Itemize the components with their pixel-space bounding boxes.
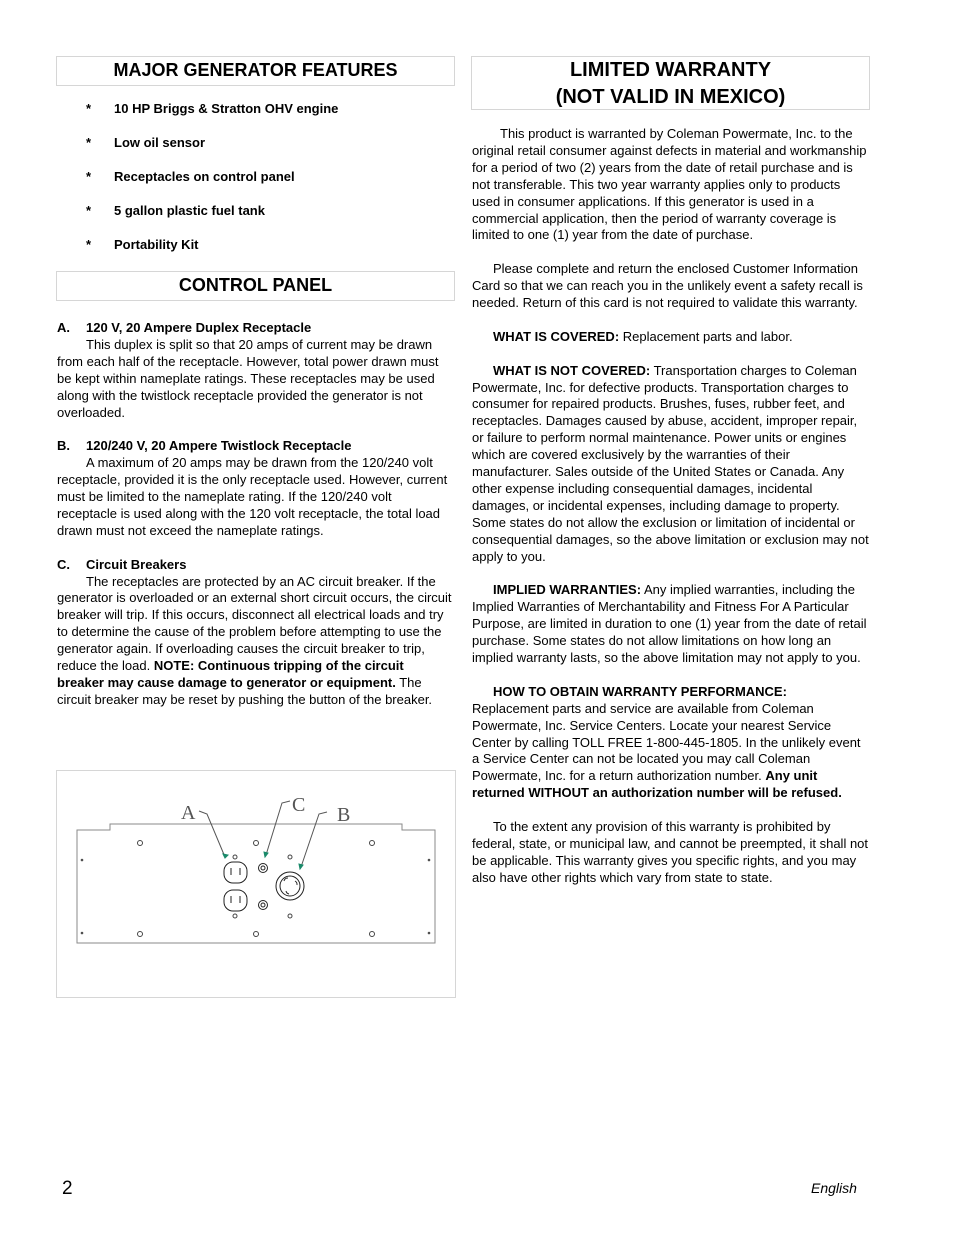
control-panel-heading: CONTROL PANEL xyxy=(56,271,455,301)
section-a-body: This duplex is split so that 20 amps of current may be drawn from each half of the receptacle. However, total power drawn must be kept within nameplate ratings. These receptacles may be used along with the twistlock receptacle provided the generator is not overloaded. xyxy=(57,336,439,420)
control-panel-diagram xyxy=(56,770,456,998)
warranty-last: To the extent any provision of this warranty is prohibited by federal, state, or municipal law, and cannot be preempted, it shall not be applicable. This warranty gives you specific rights, and you may also have other rights which vary from state to state. xyxy=(472,819,869,885)
section-c-body: The receptacles are protected by an AC circuit breaker. If the generator is overloaded or an external short circuit occurs, the circuit breaker will trip. If this occurs, disconnect all electrical loads and try to determine the cause of the problem before attempting to use the generator again. If overloading causes the circuit breaker to trip, reduce the load. NOTE: Continuous tripping of the circuit breaker may cause damage to generator or equipment. The circuit breaker may be reset by pushing the button of the breaker. xyxy=(57,573,452,707)
section-b-title: B. 120/240 V, 20 Ampere Twistlock Receptacle xyxy=(57,438,352,454)
list-item: * 5 gallon plastic fuel tank xyxy=(86,202,338,236)
list-item: * Receptacles on control panel xyxy=(86,168,338,202)
features-heading: MAJOR GENERATOR FEATURES xyxy=(56,56,455,86)
warranty-covered: WHAT IS COVERED: Replacement parts and labor. xyxy=(493,328,793,344)
section-c-title: C. Circuit Breakers xyxy=(57,556,187,572)
bullet: * xyxy=(86,203,92,218)
page-number: 2 xyxy=(62,1178,73,1199)
label-a: A xyxy=(181,802,196,824)
list-item: * Portability Kit xyxy=(86,236,338,270)
section-b-body: A maximum of 20 amps may be drawn from the 120/240 volt receptacle, provided it is the only receptacle used. However, current must be limited to the nameplate rating. If the 120/240 volt receptacle is used along with the 120 volt receptacle, the total load drawn must not exceed the nameplate ratings. xyxy=(57,455,448,538)
bullet: * xyxy=(86,237,92,252)
list-item: * Low oil sensor xyxy=(86,134,338,168)
warranty-not-covered: WHAT IS NOT COVERED: Transportation charges to Coleman Powermate, Inc. for defective products. Transportation charges to consumer for repaired products. Brushes, fuses, rubber feet, and receptacles. Damages caused by abuse, accident, improper repair, or failure to perform normal maintenance. Power units or engines which are covered exclusively by the warranties of their manufacturer. Sales outside of the United States or Canada. Any other expense including consequential damages, incidental damages, or incidental expenses, including damage to property. Some states do not allow the exclusion or limitation of incidental or consequential damages, so the above limitation or exclusion may not apply to you. xyxy=(472,362,869,564)
control-panel-drawing xyxy=(57,771,455,997)
bullet: * xyxy=(86,169,92,184)
warranty-p1: This product is warranted by Coleman Powermate, Inc. to the original retail consumer against defects in material and workmanship for a period of two (2) years from the date of retail purchase and is not transferable. This two year warranty applies only to products used in consumer applications. If this generator is used in a commercial application, then the period of warranty coverage is limited to one (1) year from the date of purchase. xyxy=(472,126,867,243)
label-c: C xyxy=(292,794,306,816)
warranty-text xyxy=(472,126,870,887)
bullet: * xyxy=(86,135,92,150)
warranty-implied: IMPLIED WARRANTIES: Any implied warranties, including the Implied Warranties of Merchantability and Fitness For A Particular Purpose, are limited in duration to one (1) year from the date of retail purchase. Some states do not allow limitations on how long an implied warranty lasts, so the above limitation may not apply to you. xyxy=(472,582,867,666)
language-label: English xyxy=(811,1180,857,1196)
features-list xyxy=(86,100,338,270)
list-item: * 10 HP Briggs & Stratton OHV engine xyxy=(86,100,338,134)
warranty-p2: Please complete and return the enclosed Customer Information Card so that we can reach you in the unlikely event a safety recall is needed. Return of this card is not required to validate this warranty. xyxy=(472,261,863,311)
label-b: B xyxy=(337,804,351,826)
warranty-obtain-title: HOW TO OBTAIN WARRANTY PERFORMANCE: xyxy=(493,683,787,699)
control-panel-text xyxy=(57,320,453,709)
section-a-title: A. 120 V, 20 Ampere Duplex Receptacle xyxy=(57,320,312,335)
bullet: * xyxy=(86,101,92,116)
warranty-obtain-body: Replacement parts and service are available from Coleman Powermate, Inc. Service Centers. Locate your nearest Service Center by calling TOLL FREE 1-800-445-1805. In the unlikely event a Service Center can not be located you may call Coleman Powermate, Inc. for a return authorization number. Any unit returned WITHOUT an authorization number will be refused. xyxy=(472,700,861,801)
warranty-heading: LIMITED WARRANTY (NOT VALID IN MEXICO) xyxy=(471,56,870,110)
